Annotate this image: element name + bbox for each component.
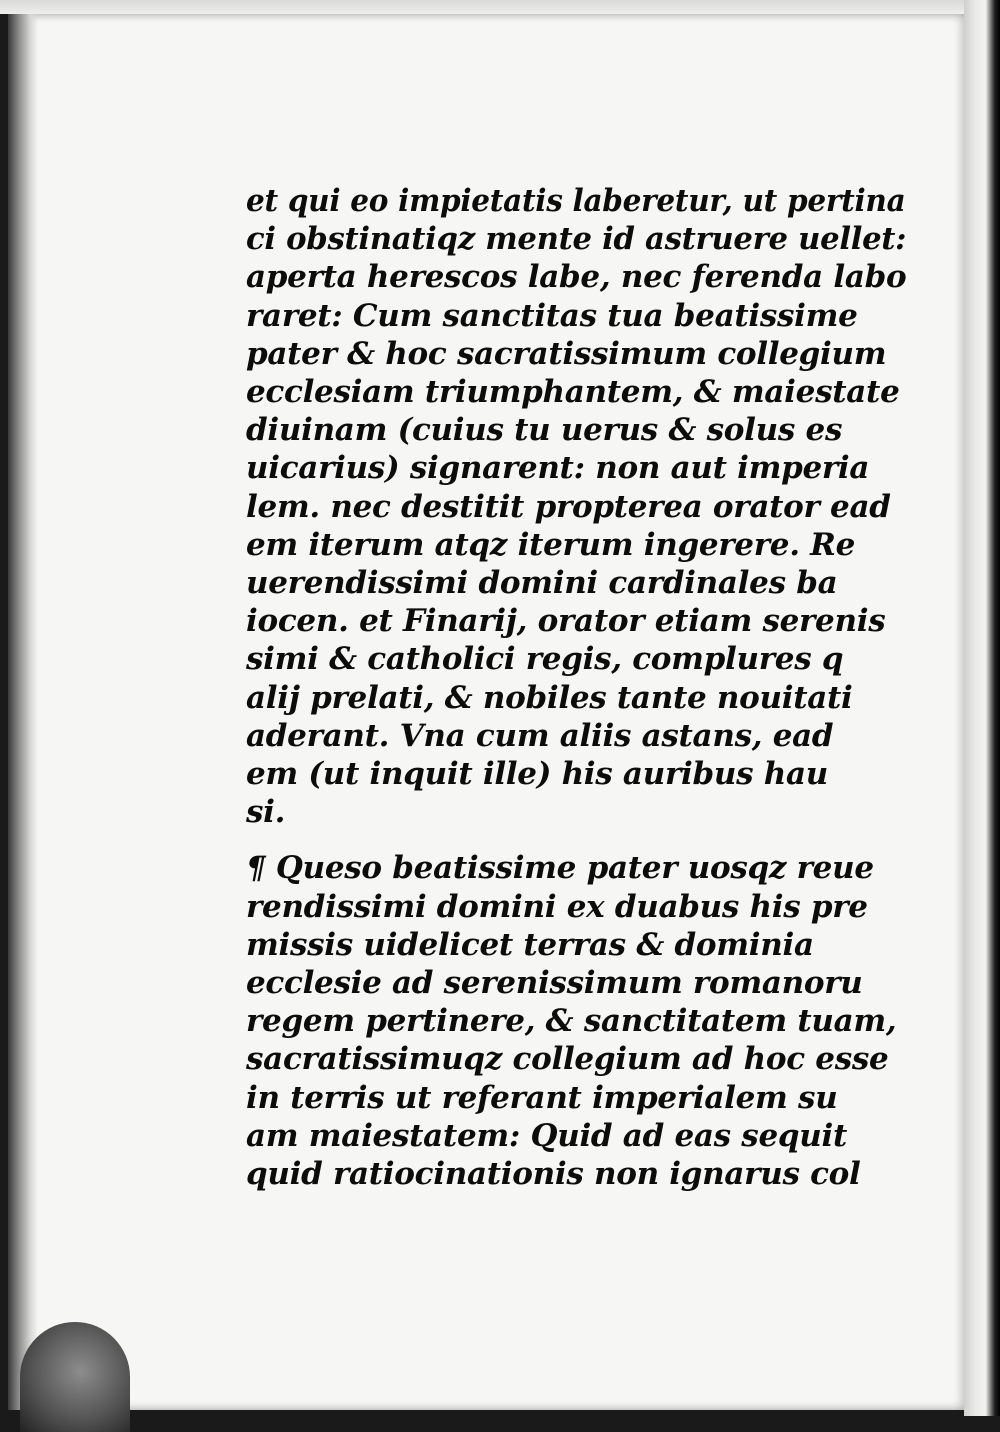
binding-gutter <box>8 14 38 1410</box>
text-line: raret: Cum sanctitas tua beatissime <box>246 297 858 334</box>
text-line: ci obstinatiqz mente id astruere uellet: <box>246 221 907 258</box>
text-line: lem. nec destitit propterea orator ead <box>246 488 891 525</box>
paragraph-gap <box>246 831 906 849</box>
text-line: em iterum atqz iterum ingerere. Re <box>246 526 856 563</box>
manuscript-text <box>246 182 906 1193</box>
page-right-edge <box>964 0 1000 1416</box>
text-line: aperta herescos labe, nec ferenda labo <box>246 259 907 296</box>
text-line: regem pertinere, & sanctitatem tuam, <box>246 1003 897 1040</box>
text-line: si. <box>246 794 286 831</box>
text-line: et qui eo impietatis laberetur, ut pertina <box>246 183 906 219</box>
text-line: em (ut inquit ille) his auribus hau <box>246 756 828 793</box>
manuscript-page <box>8 14 964 1410</box>
text-line: uerendissimi domini cardinales ba <box>246 565 838 602</box>
text-line: simi & catholici regis, complures q <box>246 641 844 678</box>
text-line: rendissimi domini ex duabus his pre <box>246 888 868 925</box>
text-line: ecclesie ad serenissimum romanoru <box>246 965 863 1002</box>
paragraph-2 <box>246 849 906 1193</box>
text-line: diuinam (cuius tu uerus & solus es <box>246 412 843 449</box>
text-line: aderant. Vna cum aliis astans, ead <box>246 717 834 754</box>
text-line: sacratissimuqz collegium ad hoc esse <box>246 1041 889 1078</box>
page-top-edge <box>0 0 1000 14</box>
text-line: am maiestatem: Quid ad eas sequit <box>246 1117 847 1154</box>
text-line: missis uidelicet terras & dominia <box>246 926 814 963</box>
paragraph-1 <box>246 182 906 831</box>
text-line: alij prelati, & nobiles tante nouitati <box>246 679 853 716</box>
text-line: ecclesiam triumphantem, & maiestate <box>246 374 900 411</box>
text-line: quid ratiocinationis non ignarus col <box>246 1156 861 1193</box>
text-line: ¶ Queso beatissime pater uosqz reue <box>246 850 874 887</box>
text-line: pater & hoc sacratissimum collegium <box>246 335 887 372</box>
text-line: uicarius) signarent: non aut imperia <box>246 450 870 487</box>
text-line: iocen. et Finarij, orator etiam serenis <box>246 603 886 640</box>
text-line: in terris ut referant imperialem su <box>246 1079 838 1116</box>
